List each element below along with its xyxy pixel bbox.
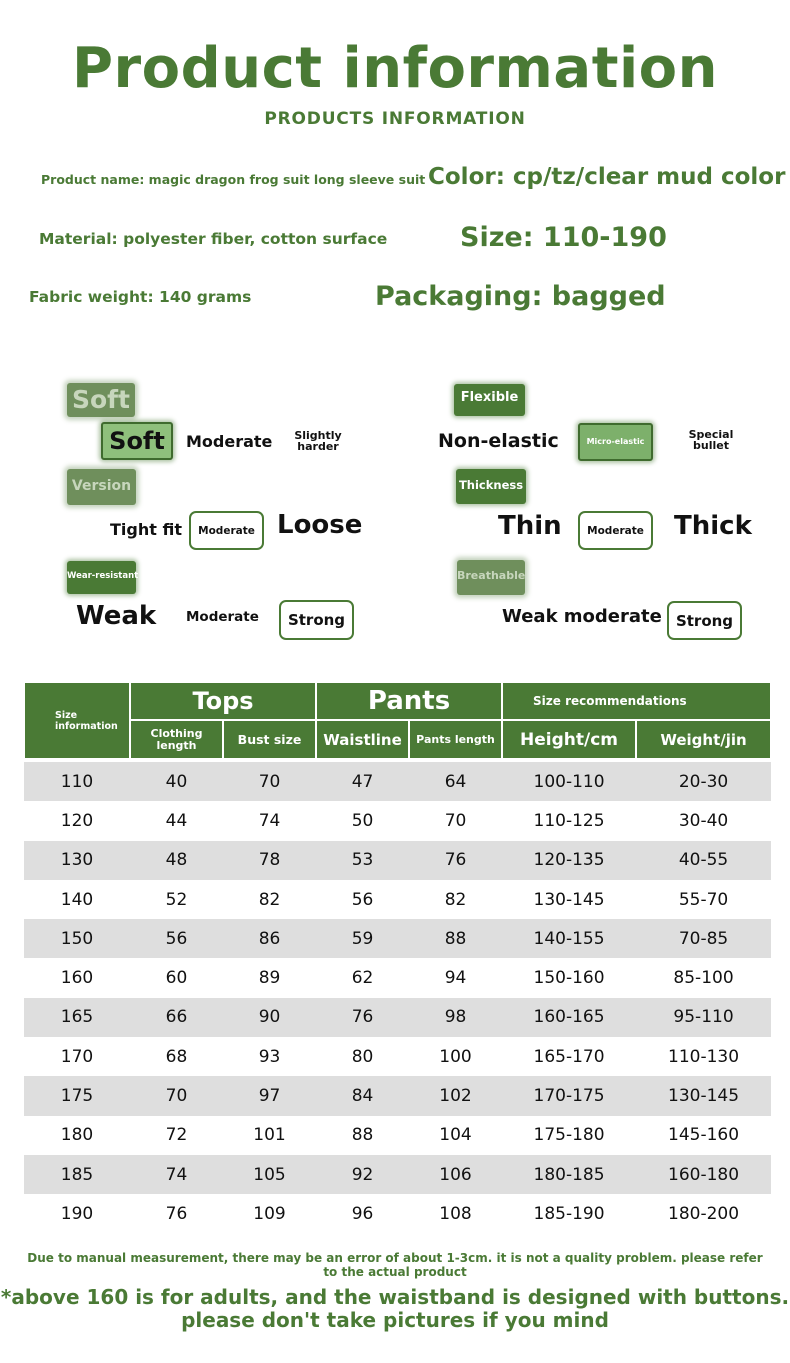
adult-note [0, 1286, 790, 1332]
table-cell: 80 [351, 1046, 374, 1067]
table-cell: 140-155 [502, 919, 636, 958]
table-cell: 47 [316, 762, 409, 801]
table-cell: 97 [223, 1076, 316, 1115]
table-row [24, 1155, 771, 1194]
table-cell: 70 [130, 1076, 223, 1115]
elasticity-option-nonelastic: Non-elastic [438, 430, 559, 452]
table-cell: 40-55 [636, 841, 771, 880]
table-cell: 160 [60, 968, 94, 989]
table-cell: 66 [130, 998, 223, 1037]
product-name: Product name: magic dragon frog suit long sleeve suit [41, 172, 426, 187]
table-row [24, 1116, 771, 1155]
elasticity-option-micro: Micro-elastic [578, 423, 653, 461]
table-cell: 82 [258, 889, 281, 910]
table-cell: 98 [409, 998, 502, 1037]
version-label: Version [67, 469, 136, 505]
page-subtitle: PRODUCTS INFORMATION [264, 109, 526, 129]
table-cell: 150 [24, 919, 130, 958]
table-cell: 130-145 [533, 889, 605, 910]
table-cell: 55-70 [678, 889, 729, 910]
size-info: Size: 110-190 [460, 222, 667, 253]
table-cell: 64 [409, 762, 502, 801]
col-weight: Weight/jin [636, 720, 771, 759]
table-row [24, 762, 771, 801]
table-cell: 170-175 [502, 1076, 636, 1115]
table-cell: 102 [409, 1076, 502, 1115]
table-cell: 185 [24, 1155, 130, 1194]
page-title: Product information [71, 36, 718, 101]
table-cell: 140 [60, 889, 94, 910]
table-cell: 105 [223, 1155, 316, 1194]
table-row [24, 1194, 771, 1233]
table-cell: 60 [165, 968, 188, 989]
packaging-info: Packaging: bagged [375, 281, 666, 312]
table-row [24, 998, 771, 1037]
table-cell: 95-110 [636, 998, 771, 1037]
adult-note-line-2: please don't take pictures if you mind [181, 1308, 609, 1332]
size-recommendations-header: Size recommendations [502, 682, 771, 720]
fabric-weight-info: Fabric weight: 140 grams [29, 288, 252, 306]
table-row [24, 880, 771, 919]
thickness-option-thin: Thin [498, 511, 562, 541]
table-cell: 185-190 [533, 1203, 605, 1224]
table-cell: 30-40 [678, 810, 729, 831]
table-cell: 108 [439, 1203, 472, 1224]
table-cell: 150-160 [533, 968, 605, 989]
table-cell: 180-200 [668, 1203, 740, 1224]
table-cell: 62 [351, 968, 374, 989]
table-cell: 100-110 [502, 762, 636, 801]
thickness-label: Thickness [456, 469, 526, 504]
table-cell: 90 [223, 998, 316, 1037]
col-bust-size: Bust size [223, 720, 316, 759]
table-cell: 109 [253, 1203, 286, 1224]
table-cell: 180-185 [502, 1155, 636, 1194]
table-cell: 82 [444, 889, 467, 910]
table-cell: 96 [351, 1203, 374, 1224]
table-cell: 110 [24, 762, 130, 801]
table-cell: 76 [316, 998, 409, 1037]
table-cell: 53 [316, 841, 409, 880]
table-cell: 76 [409, 841, 502, 880]
table-row [24, 1037, 771, 1076]
table-cell: 94 [444, 968, 467, 989]
table-cell: 85-100 [673, 968, 734, 989]
table-cell: 92 [316, 1155, 409, 1194]
table-cell: 180 [60, 1125, 94, 1146]
version-option-moderate: Moderate [189, 511, 264, 550]
adult-note-line-1: *above 160 is for adults, and the waistband is designed with buttons. [0, 1285, 790, 1309]
wear-label: Wear-resistant [67, 561, 136, 594]
table-cell: 130 [24, 841, 130, 880]
material-info: Material: polyester fiber, cotton surface [39, 230, 388, 248]
thickness-option-thick: Thick [674, 511, 752, 541]
table-cell: 50 [351, 810, 374, 831]
table-cell: 165-170 [533, 1046, 605, 1067]
table-cell: 76 [165, 1203, 188, 1224]
table-cell: 78 [223, 841, 316, 880]
softness-option-soft: Soft [101, 422, 173, 460]
color-info: Color: cp/tz/clear mud color [428, 164, 786, 190]
table-cell: 110-125 [533, 810, 605, 831]
table-row [24, 1076, 771, 1115]
table-cell: 88 [409, 919, 502, 958]
col-waistline: Waistline [316, 720, 409, 759]
softness-option-moderate: Moderate [186, 432, 273, 451]
measurement-note: Due to manual measurement, there may be an error of about 1-3cm. it is not a quality problem. please refer to the actual product [27, 1251, 763, 1279]
col-height: Height/cm [502, 720, 636, 759]
table-cell: 89 [258, 968, 281, 989]
breathable-option-weak-moderate: Weak moderate [502, 606, 662, 627]
table-cell: 70 [223, 762, 316, 801]
table-cell: 86 [223, 919, 316, 958]
table-cell: 72 [165, 1125, 188, 1146]
table-cell: 40 [130, 762, 223, 801]
elasticity-label: Flexible [454, 384, 525, 416]
table-cell: 74 [130, 1155, 223, 1194]
table-row [24, 958, 771, 997]
table-cell: 70-85 [636, 919, 771, 958]
size-table [24, 682, 771, 1234]
table-cell: 101 [253, 1125, 286, 1146]
table-cell: 160-180 [636, 1155, 771, 1194]
wear-option-weak: Weak [76, 601, 157, 631]
table-cell: 74 [258, 810, 281, 831]
table-cell: 59 [316, 919, 409, 958]
softness-label: Soft [67, 383, 135, 417]
table-cell: 190 [60, 1203, 94, 1224]
table-cell: 106 [409, 1155, 502, 1194]
table-cell: 145-160 [668, 1125, 740, 1146]
table-cell: 48 [130, 841, 223, 880]
breathable-label: Breathable [457, 560, 525, 595]
wear-option-strong: Strong [279, 600, 354, 640]
table-row [24, 841, 771, 880]
table-cell: 56 [130, 919, 223, 958]
table-cell: 56 [351, 889, 374, 910]
table-row [24, 801, 771, 840]
size-information-header: Size information [24, 682, 130, 759]
table-cell: 100 [439, 1046, 472, 1067]
table-cell: 88 [351, 1125, 374, 1146]
table-cell: 20-30 [636, 762, 771, 801]
thickness-option-moderate: Moderate [578, 511, 653, 550]
table-cell: 175-180 [533, 1125, 605, 1146]
col-clothing-length: Clothing length [130, 720, 223, 759]
elasticity-option-special: Special bullet [688, 428, 734, 452]
pants-group-header: Pants [316, 682, 502, 720]
table-cell: 44 [165, 810, 188, 831]
tops-group-header: Tops [130, 682, 316, 720]
table-cell: 175 [24, 1076, 130, 1115]
table-cell: 170 [60, 1046, 94, 1067]
table-cell: 84 [316, 1076, 409, 1115]
table-cell: 93 [258, 1046, 281, 1067]
table-row [24, 919, 771, 958]
table-cell: 120-135 [502, 841, 636, 880]
col-pants-length: Pants length [409, 720, 502, 759]
table-cell: 165 [24, 998, 130, 1037]
table-cell: 110-130 [668, 1046, 740, 1067]
table-cell: 104 [439, 1125, 472, 1146]
version-option-loose: Loose [277, 510, 363, 540]
table-cell: 120 [60, 810, 94, 831]
version-option-tight: Tight fit [110, 520, 182, 539]
wear-option-moderate: Moderate [186, 609, 259, 625]
table-cell: 52 [165, 889, 188, 910]
table-cell: 160-165 [502, 998, 636, 1037]
table-cell: 70 [444, 810, 467, 831]
table-cell: 130-145 [636, 1076, 771, 1115]
softness-option-harder: Slightly harder [294, 429, 342, 453]
breathable-option-strong: Strong [667, 601, 742, 640]
table-cell: 68 [165, 1046, 188, 1067]
